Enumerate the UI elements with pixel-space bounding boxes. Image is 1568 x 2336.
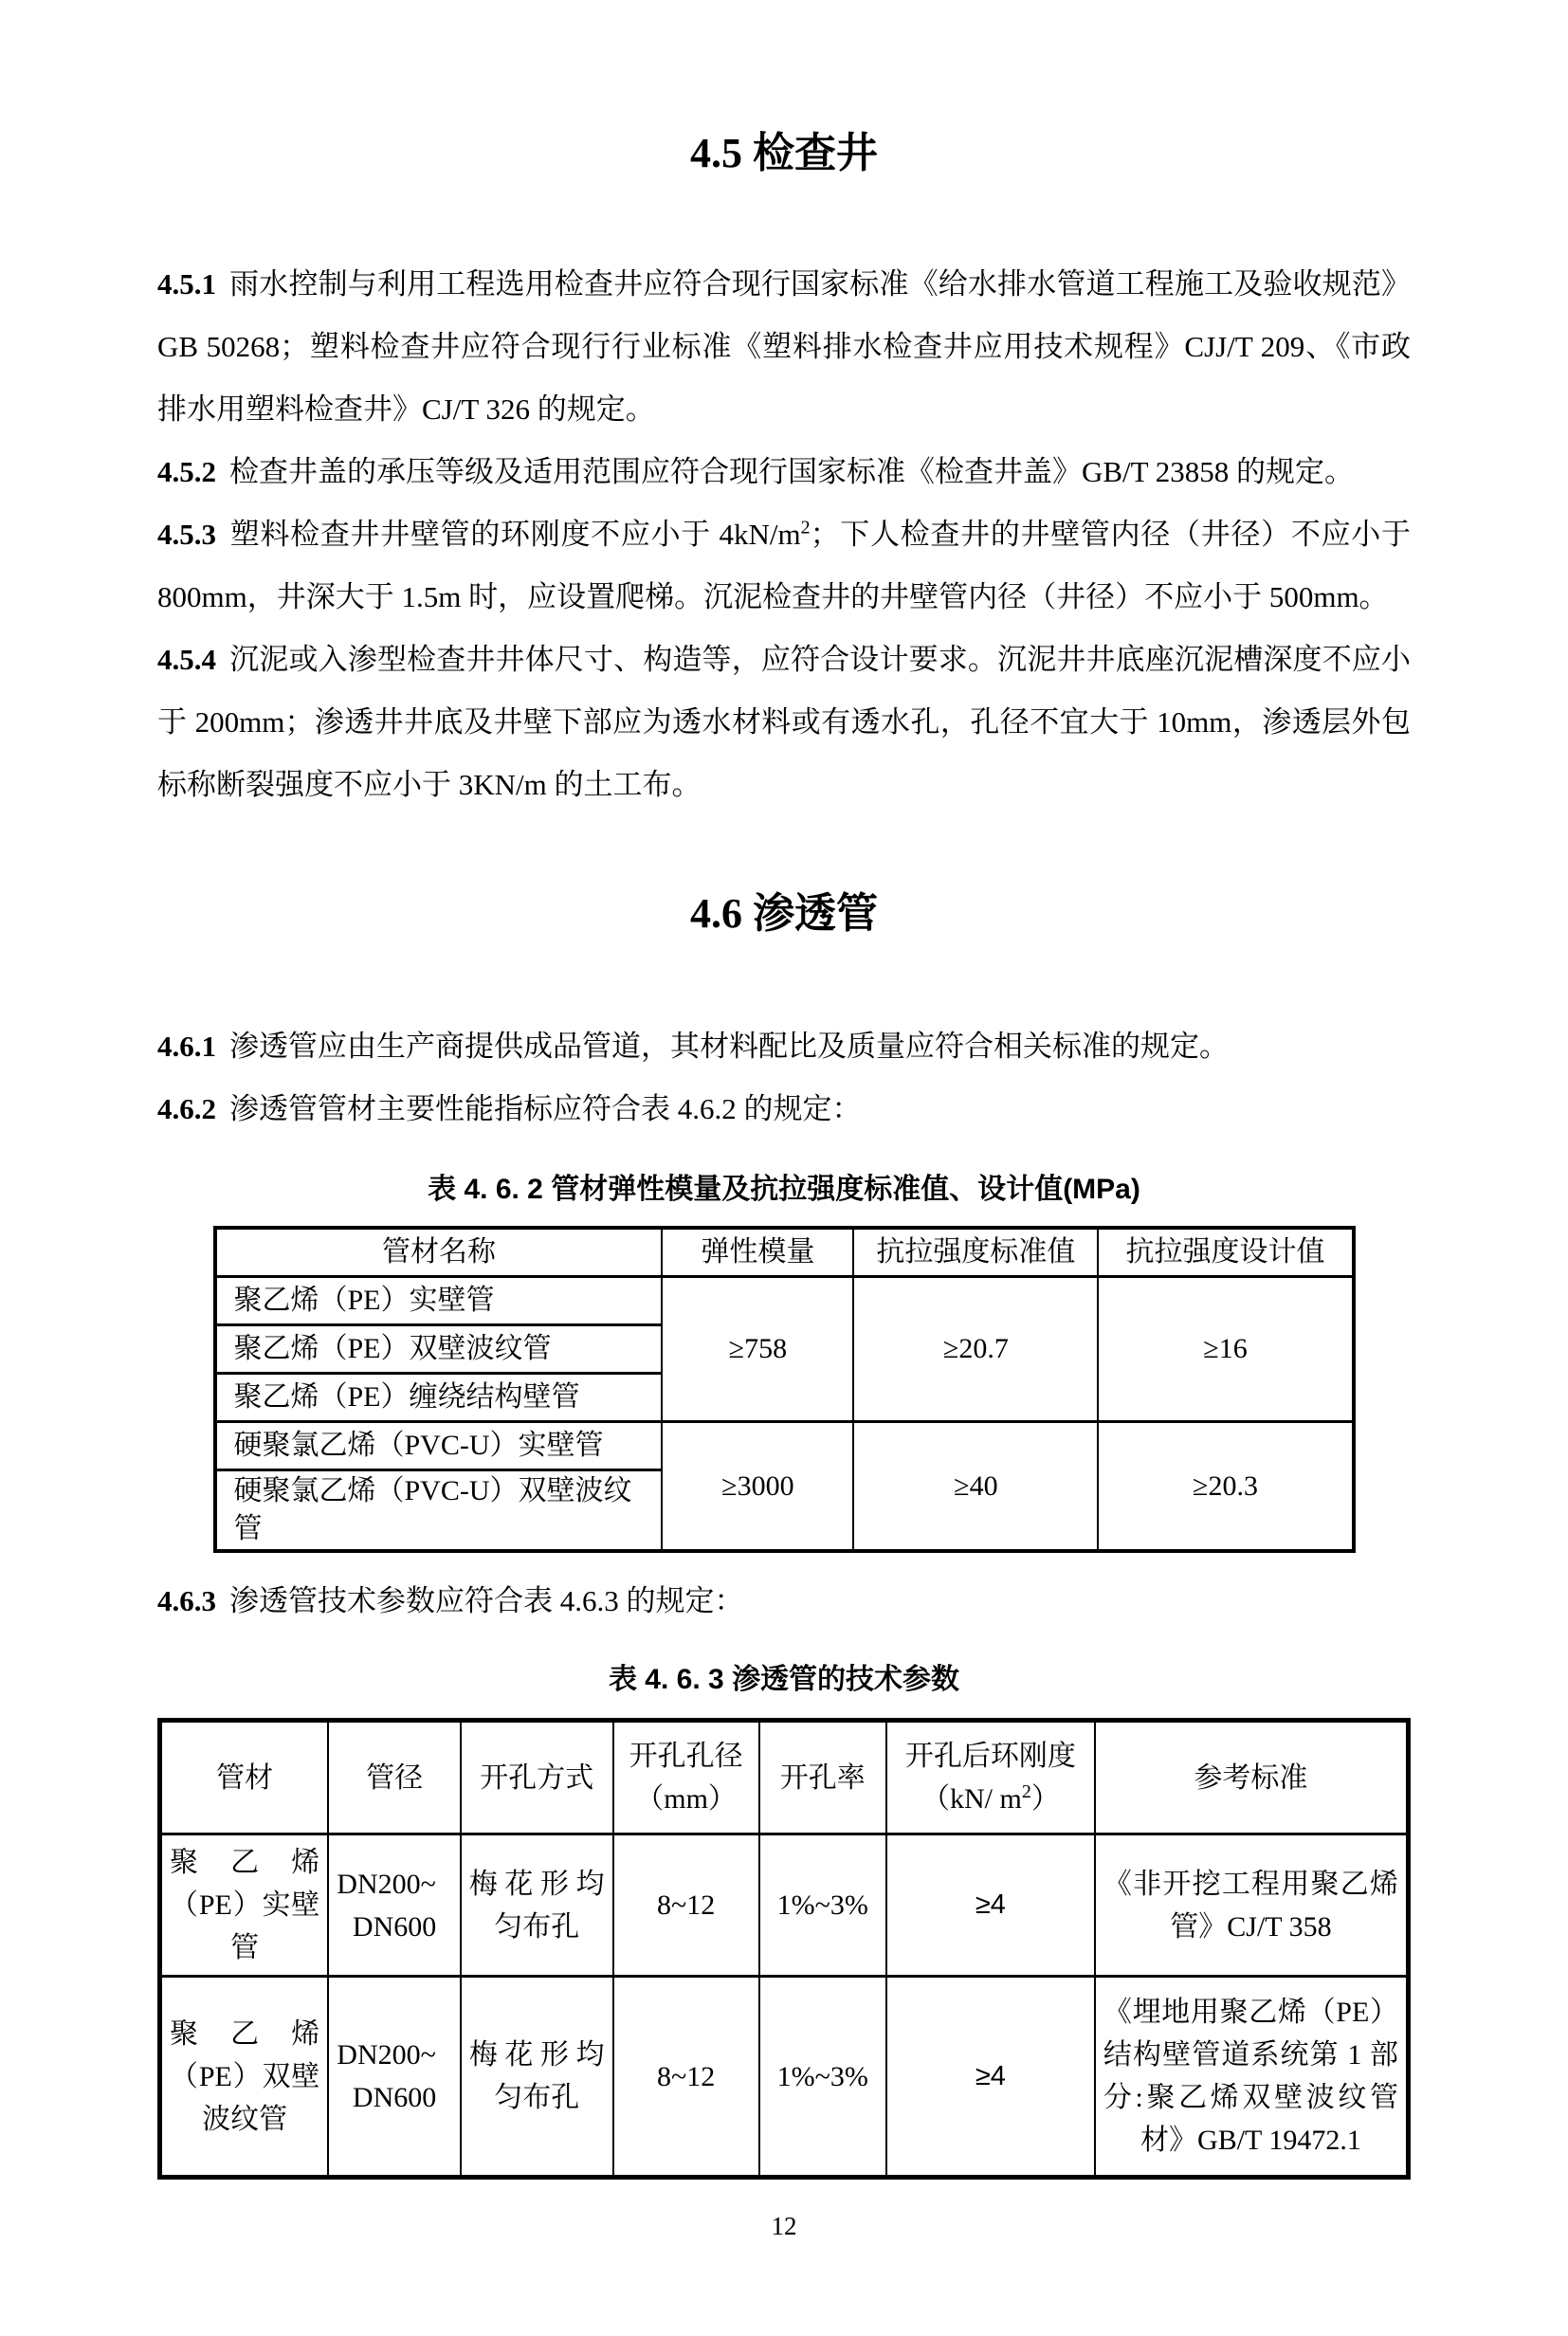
table-row xyxy=(215,1277,1354,1325)
table-header-row xyxy=(160,1721,1409,1834)
modulus-cell: ≥758 xyxy=(662,1277,853,1422)
table-row xyxy=(215,1422,1354,1470)
table-4-6-2 xyxy=(213,1226,1356,1553)
clause-text: 沉泥或入渗型检查井井体尺寸、构造等，应符合设计要求。沉泥井井底座沉泥槽深度不应小于 200mm；渗透井井底及井壁下部应为透水材料或有透水孔，孔径不宜大于 10mm，渗透层外包标称断裂强度不应小于 3KN/m 的土工布。 xyxy=(157,643,1411,801)
header-hole-rate: 开孔率 xyxy=(759,1721,886,1834)
clause-4-6-2 xyxy=(157,1078,1411,1141)
diameter-cell: DN200~DN600 xyxy=(328,1977,461,2178)
clause-text: 雨水控制与利用工程选用检查井应符合现行国家标准《给水排水管道工程施工及验收规范》GB 50268；塑料检查井应符合现行行业标准《塑料排水检查井应用技术规程》CJJ/T 209、《市政排水用塑料检查井》CJ/T 326 的规定。 xyxy=(157,267,1411,426)
table-4-6-3-caption: 表 4. 6. 3 渗透管的技术参数 xyxy=(608,1664,960,1695)
header-hole-size: 开孔孔径 （mm） xyxy=(613,1721,759,1834)
header-elastic-modulus: 弹性模量 xyxy=(662,1228,853,1277)
header-reference-standard: 参考标准 xyxy=(1095,1721,1409,1834)
tensile-standard-cell: ≥40 xyxy=(853,1422,1098,1552)
header-diameter: 管径 xyxy=(328,1721,461,1834)
reference-standard-cell: 《非开挖工程用聚乙烯管》CJ/T 358 xyxy=(1095,1834,1409,1977)
reference-standard-cell: 《埋地用聚乙烯（PE）结构壁管道系统第 1 部分:聚乙烯双壁波纹管材》GB/T 19472.1 xyxy=(1095,1977,1409,2178)
clause-4-6-1 xyxy=(157,1015,1411,1078)
pipe-cell: 聚乙烯（PE）双壁波纹管 xyxy=(160,1977,329,2178)
diameter-cell: DN200~DN600 xyxy=(328,1834,461,1977)
table-row xyxy=(160,1977,1409,2178)
clause-number: 4.5.3 xyxy=(157,518,216,551)
clause-4-5-2 xyxy=(157,441,1411,503)
section-4-5-title: 4.5 检查井 xyxy=(690,130,878,176)
header-ring-stiffness: 开孔后环刚度 （kN/ $m^2$） xyxy=(886,1721,1095,1834)
clause-text: 渗透管应由生产商提供成品管道，其材料配比及质量应符合相关标准的规定。 xyxy=(229,1030,1229,1063)
clause-text: 渗透管技术参数应符合表 4.6.3 的规定： xyxy=(229,1584,744,1617)
page-number: 12 xyxy=(771,2212,797,2240)
header-pipe-name: 管材名称 xyxy=(215,1228,663,1277)
pipe-cell: 聚乙烯（PE）实壁管 xyxy=(160,1834,329,1977)
hole-method-cell: 梅花形均匀布孔 xyxy=(461,1834,613,1977)
clause-4-5-4 xyxy=(157,629,1411,816)
modulus-cell: ≥3000 xyxy=(662,1422,853,1552)
clause-number: 4.6.3 xyxy=(157,1584,216,1617)
ring-stiffness-cell: ≥4 xyxy=(886,1977,1095,2178)
pipe-name-cell: 聚乙烯（PE）缠绕结构壁管 xyxy=(215,1374,663,1422)
clause-number: 4.6.2 xyxy=(157,1092,216,1125)
table-row xyxy=(160,1834,1409,1977)
header-tensile-standard: 抗拉强度标准值 xyxy=(853,1228,1098,1277)
table-header-row xyxy=(215,1228,1354,1277)
superscript: 2 xyxy=(1021,1781,1031,1802)
clause-text: ；下人检查井的井壁管内径（井径）不应小于 800mm，井深大于 1.5m 时，应设置爬梯。沉泥检查井的井壁管内径（井径）不应小于 500mm。 xyxy=(157,518,1411,613)
clause-text: 塑料检查井井壁管的环刚度不应小于 4kN/m xyxy=(229,518,801,551)
tensile-design-cell: ≥16 xyxy=(1098,1277,1353,1422)
clause-number: 4.5.2 xyxy=(157,455,216,488)
hole-size-cell: 8~12 xyxy=(613,1834,759,1977)
hole-size-cell: 8~12 xyxy=(613,1977,759,2178)
clause-4-5-1 xyxy=(157,253,1411,441)
clause-number: 4.5.4 xyxy=(157,643,216,676)
table-4-6-3 xyxy=(157,1718,1411,2180)
pipe-name-cell: 聚乙烯（PE）实壁管 xyxy=(215,1277,663,1325)
tensile-standard-cell: ≥20.7 xyxy=(853,1277,1098,1422)
pipe-name-cell: 硬聚氯乙烯（PVC-U）双壁波纹管 xyxy=(215,1470,663,1552)
clause-text: 检查井盖的承压等级及适用范围应符合现行国家标准《检查井盖》GB/T 23858 的规定。 xyxy=(229,455,1355,488)
hole-rate-cell: 1%~3% xyxy=(759,1834,886,1977)
ring-stiffness-cell: ≥4 xyxy=(886,1834,1095,1977)
header-tensile-design: 抗拉强度设计值 xyxy=(1098,1228,1353,1277)
superscript: 2 xyxy=(800,517,811,538)
clause-number: 4.5.1 xyxy=(157,267,216,301)
table-4-6-2-caption: 表 4. 6. 2 管材弹性模量及抗拉强度标准值、设计值(MPa) xyxy=(428,1174,1140,1205)
clause-text: 渗透管管材主要性能指标应符合表 4.6.2 的规定： xyxy=(229,1092,862,1125)
tensile-design-cell: ≥20.3 xyxy=(1098,1422,1353,1552)
hole-method-cell: 梅花形均匀布孔 xyxy=(461,1977,613,2178)
document-page xyxy=(0,119,1568,2336)
clause-4-5-3 xyxy=(157,503,1411,629)
section-4-6-title: 4.6 渗透管 xyxy=(690,890,878,937)
header-hole-method: 开孔方式 xyxy=(461,1721,613,1834)
header-pipe: 管材 xyxy=(160,1721,329,1834)
hole-rate-cell: 1%~3% xyxy=(759,1977,886,2178)
pipe-name-cell: 聚乙烯（PE）双壁波纹管 xyxy=(215,1325,663,1374)
clause-4-6-3 xyxy=(157,1570,1411,1633)
page-content xyxy=(0,119,1568,2241)
pipe-name-cell: 硬聚氯乙烯（PVC-U）实壁管 xyxy=(215,1422,663,1470)
clause-number: 4.6.1 xyxy=(157,1030,216,1063)
